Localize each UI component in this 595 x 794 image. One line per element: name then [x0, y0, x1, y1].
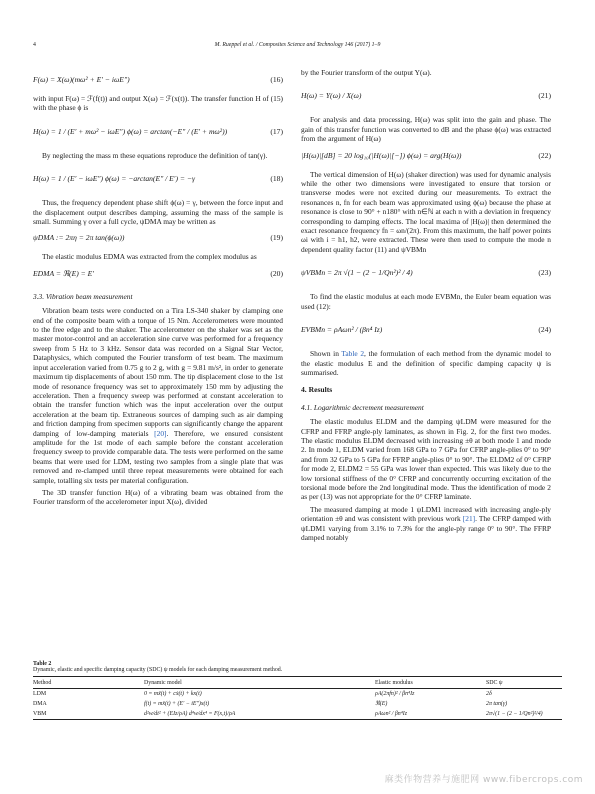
table-title: Table 2 — [33, 661, 52, 667]
equation-expression: ψVBMn = 2π √(1 − (2 − 1/Qn²)² / 4) — [301, 268, 413, 278]
column-header: Dynamic model — [144, 679, 182, 686]
table-row — [33, 689, 562, 699]
equation-number: (23) — [538, 268, 551, 278]
equation-number: (24) — [538, 325, 551, 335]
equation-24 — [301, 315, 551, 345]
paragraph-text: The measured damping at mode 1 ψLDM1 increased with increasing angle-ply orientation ±θ and was consistent with previous work — [301, 504, 551, 524]
section-heading: 4. Results — [301, 385, 333, 395]
table-cell: 2π√(1 − (2 − 1/Qn²)²/4) — [486, 711, 543, 717]
paragraph — [33, 306, 283, 485]
paragraph — [301, 349, 551, 377]
equation-expression: H(ω) = 1 / (E′ + mω² − iωE″) ϕ(ω) = arctan(−E″ / (E′ + mω²)) — [33, 126, 228, 136]
equation-expression: H(ω) = 1 / (E′ − iωE″) ϕ(ω) = −arctan(E″ / E′) = −γ — [33, 174, 196, 184]
equation-22 — [301, 148, 551, 166]
paragraph: To find the elastic modulus at each mode EVBMn, the Euler beam equation was used (12): — [301, 292, 551, 311]
table-cell: DMA — [33, 701, 47, 707]
paragraph: Thus, the frequency dependent phase shift ϕ(ω) = γ, between the force input and the displacement output describes damping, assuming the mass of the sample is small. Summing γ over a full cycle, ψDMA may be written as — [33, 198, 283, 227]
equation-number: (16) — [270, 75, 283, 84]
column-header: SDC ψ — [486, 679, 503, 686]
table-row — [33, 699, 562, 709]
right-column — [301, 68, 551, 545]
paragraph-text: . The CFRP damped with ψLDM1 varying from 3.1% to 7.3% for the angle-ply range 0° to 90°. The FFRP damped notably — [301, 514, 552, 542]
column-header: Method — [33, 679, 52, 686]
table-link[interactable]: Table 2 — [341, 349, 365, 359]
equation-16 — [33, 72, 283, 90]
subsection-heading: 4.1. Logarithmic decrement measurement — [301, 402, 424, 412]
equation-19 — [33, 230, 283, 248]
paragraph-text: , the formulation of each method from the dynamic model to the elastic modulus E and the definition of specific damping capacity ψ is summarised. — [301, 349, 551, 377]
paragraph: The elastic modulus EDMA was extracted from the complex modulus as — [42, 252, 257, 262]
equation-number: (22) — [538, 150, 551, 160]
page-number: 4 — [33, 42, 36, 48]
equation-expression: EVBMn = ρAωn² / (βn⁴ Iz) — [301, 325, 383, 335]
paragraph: The vertical dimension of H(ω) (shaker direction) was used for dynamic analysis while the other two dimensions were investigated to ensure that torsion or transverse modes were not excited during our measurements. To extract the resonances n, fn for each beam was approximated using ϕ(ω) because the phase at resonance is close to 90° + n180° with n∈ℕ at each n with a deviation in frequency corresponding to damping effects. The local maxima of |H(ω)| then determined the exact resonance frequency fn = ωn/(2π). From this maximum, the half power points ωi with i = h1, h2, were extracted. These were then used to compute the mode n dependent quality factor (11) and ψVBMn — [301, 169, 551, 254]
paragraph — [301, 505, 551, 543]
table-cell: ℜ(E) — [375, 701, 388, 707]
table-cell: ρA(2πfn)² / βn⁴Iz — [375, 691, 415, 697]
table-2 — [33, 661, 562, 720]
section-heading: 3.3. Vibration beam measurement — [33, 291, 133, 301]
table-cell: f(t) = mẍ(t) + (E′ − iE″)x(t) — [144, 701, 210, 707]
citation-link[interactable]: [20] — [154, 428, 167, 438]
paragraph: with input F(ω) = ℱ(f(t)) and output X(ω) = ℱ(x(t)). The transfer function H of (15) with the phase ϕ is — [33, 94, 283, 113]
equation-number: (18) — [270, 174, 283, 184]
equation-number: (19) — [270, 233, 283, 243]
equation-number: (20) — [270, 268, 283, 278]
equation-21 — [301, 81, 551, 111]
left-column — [33, 68, 283, 510]
table-cell: VBM — [33, 711, 47, 717]
paragraph-text: Vibration beam tests were conducted on a Tira LS-340 shaker by clamping one end of the composite beam with a torque of 15 Nm. Accelerometers were mounted to the free edge and to the shaker. The accelerometer on the shaker was set as the master motor-control and an acceleration sine curve was performed for a frequency sweep from 5 Hz to 3 kHz. Sensor data was recorded on a Signal Star Vector, Dataphysics, which computed the Fourier transform of test beam. The maximum input acceleration varied from 0.75 g to 2 g, with g = 9.81 m/s², in order to generate maximum tip displacements of about 150 mm. The tip displacement close to the 1st mode of resonance frequency was set to approximately 150 mm by adjusting the acceleration. Then a frequency sweep was performed at constant acceleration to obtain the transfer function which was the input acceleration over the output acceleration at the beam tip. Extraneous sources of damping such as air damping and friction damping from specimen supports can significantly change the apparent damping of low-damping materials — [33, 306, 283, 438]
table-header-row — [33, 677, 562, 688]
paragraph: The 3D transfer function H(ω) of a vibrating beam was obtained from the Fourier transform of the accelerometer input X(ω), divided — [33, 487, 283, 507]
paragraph-text: Shown in — [310, 349, 342, 359]
paragraph: The elastic modulus ELDM and the damping ψLDM were measured for the CFRP and FFRP angle-ply laminates, as shown in Fig. 2, for the first two modes. The elastic modulus ELDM decreased with increasing ±θ at both mode 1 and mode 2. In mode 1, ELDM varied from 168 GPa to 7 GPa for CFRP angle-plies 0° to 90° and from 32 GPa to 5 GPa for FFRP angle-plies 0° to 90°. The ELDM2 of 0° CFRP for mode 2, ELDM2 = 55 GPa was lower than expected. This was likely due to the low torsional stiffness of the 0° CFRP and concurrently occurring excitation of the torsional mode before the 2nd longitudinal mode. Thus the identification of mode 2 as per (13) was not appropriate for the 0° CFRP laminate. — [301, 417, 551, 502]
table-cell: 0 = mẍ(t) + cẋ(t) + kx(t) — [144, 691, 202, 697]
paragraph-text: . Therefore, we ensured consistent amplitude for the 1st mode of each sample before the constant acceleration frequency sweep to provide comparable data. The tests were performed on the same beams that were used for LDM, testing two samples from a single plate that was removed and re-clamped until three repeat measurements were obtained for each sample, totalling six tests per material configuration. — [33, 428, 283, 485]
table-cell: d²w/dt² + (EIz/ρA) d⁴w/dx⁴ = F(x,t)/ρA — [144, 711, 236, 717]
paragraph: For analysis and data processing, H(ω) was split into the gain and phase. The gain of this transfer function was converted to dB and the phase ϕ(ω) was extracted from the argument of H(ω) — [301, 115, 551, 144]
equation-20 — [33, 266, 283, 284]
running-title: M. Rueppel et al. / Composites Science and Technology 146 (2017) 1–9 — [214, 42, 381, 48]
watermark: 麻类作物营养与施肥网 www.fibercrops.com — [384, 775, 583, 785]
table-body — [33, 689, 562, 719]
equation-expression: |H(ω)|[dB] = 20 log₁₀(|H(ω)|[−]) ϕ(ω) = arg(H(ω)) — [301, 150, 462, 160]
table-cell: LDM — [33, 691, 47, 697]
equation-expression: EDMA = ℜ(E) = E′ — [33, 268, 94, 278]
citation-link[interactable]: [21] — [462, 514, 476, 524]
column-header: Elastic modulus — [375, 679, 413, 686]
equation-expression: F(ω) = X(ω)(mω² + E′ − iωE″) — [33, 75, 130, 84]
equation-18 — [33, 164, 283, 194]
equation-expression: ψDMA := 2πη = 2π tan(ϕ(ω)) — [33, 233, 125, 243]
table-cell: 2δ — [486, 691, 492, 697]
table-cell: 2π tan(γ) — [486, 701, 508, 707]
equation-number: (21) — [538, 91, 551, 101]
table-caption: Dynamic, elastic and specific damping capacity (SDC) ψ models for each damping measurement method. — [33, 667, 283, 673]
equation-number: (17) — [270, 126, 283, 136]
table-rule — [33, 719, 562, 720]
page-header — [33, 42, 562, 52]
equation-expression: H(ω) = Y(ω) / X(ω) — [301, 91, 362, 101]
equation-17 — [33, 117, 283, 147]
paragraph: by the Fourier transform of the output Y(ω). — [301, 68, 432, 77]
table-row — [33, 709, 562, 719]
equation-23 — [301, 258, 551, 288]
paragraph: By neglecting the mass m these equations reproduce the definition of tan(γ). — [42, 150, 268, 160]
table-cell: ρAωn² / βn⁴Iz — [375, 711, 408, 717]
